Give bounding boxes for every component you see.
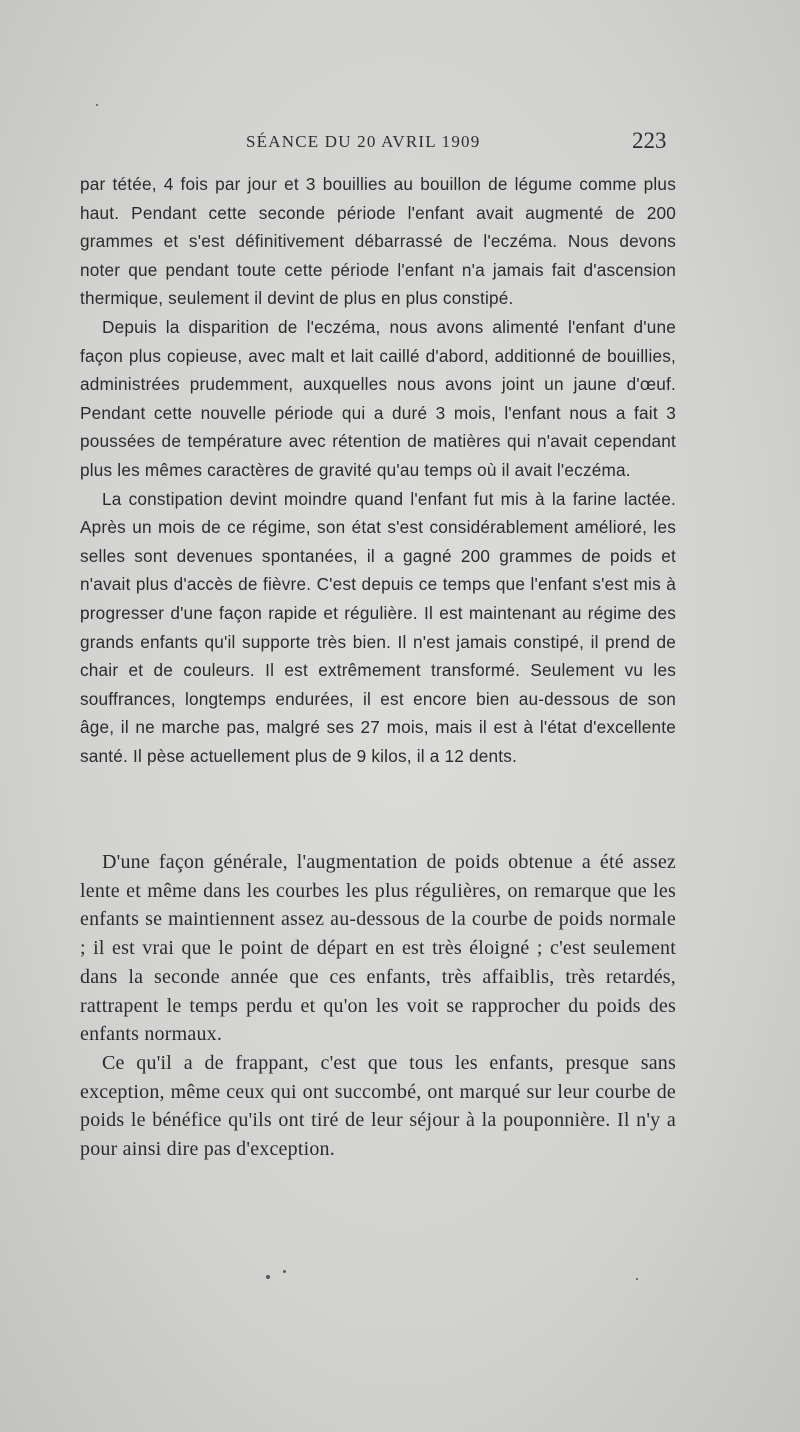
- case-report-text: [80, 170, 676, 770]
- paragraph: Ce qu'il a de frappant, c'est que tous les enfants, presque sans exception, même ceux qui ont succombé, ont marqué sur leur courbe de poids le bénéfice qu'ils ont tiré de leur séjour à la pouponnière. Il n'y a pour ainsi dire pas d'exception.: [80, 1051, 676, 1161]
- paragraph: La constipation devint moindre quand l'enfant fut mis à la farine lactée. Après un mois de ce régime, son état s'est considérablement amélioré, les selles sont devenues spontanées, il a gagné 200 grammes de poids et n'avait plus d'accès de fièvre. C'est depuis ce temps que l'enfant s'est mis à progresser d'une façon rapide et régulière. Il est maintenant au régime des grands enfants qu'il supporte très bien. Il n'est jamais constipé, il prend de chair et de couleurs. Il est extrêmement transformé. Seulement vu les souffrances, longtemps endurées, il est encore bien au-dessous de son âge, il ne marche pas, malgré ses 27 mois, mais il est à l'état d'excellente santé. Il pèse actuellement plus de 9 kilos, il a 12 dents.: [80, 488, 676, 766]
- paragraph: D'une façon générale, l'augmentation de poids obtenue a été assez lente et même dans les courbes les plus régulières, on remarque que les enfants se maintiennent assez au-dessous de la courbe de poids normale ; il est vrai que le point de départ en est très éloigné ; c'est seulement dans la seconde année que ces enfants, très affaiblis, très retardés, rattrapent le temps perdu et qu'on les voit se rapprocher du poids des enfants normaux.: [80, 851, 676, 1046]
- general-remarks-text: [80, 848, 676, 1164]
- page-number: 223: [632, 128, 667, 153]
- paragraph: par tétée, 4 fois par jour et 3 bouillies au bouillon de légume comme plus haut. Pendant cette seconde période l'enfant avait augmenté de 200 grammes et s'est définitivement débarrassé de l'eczéma. Nous devons noter que pendant toute cette période l'enfant n'a jamais fait d'ascension thermique, seulement il devint de plus en plus constipé.: [80, 174, 676, 309]
- page-header: [0, 128, 800, 158]
- running-head: SÉANCE DU 20 AVRIL 1909: [246, 132, 481, 151]
- paragraph: Depuis la disparition de l'eczéma, nous avons alimenté l'enfant d'une façon plus copieuse, avec malt et lait caillé d'abord, additionné de bouillies, administrées prudemment, auxquelles nous avons joint un jaune d'œuf. Pendant cette nouvelle période qui a duré 3 mois, l'enfant nous a fait 3 poussées de température avec rétention de matières qui n'avait cependant plus les mêmes caractères de gravité qu'au temps où il avait l'eczéma.: [80, 316, 676, 480]
